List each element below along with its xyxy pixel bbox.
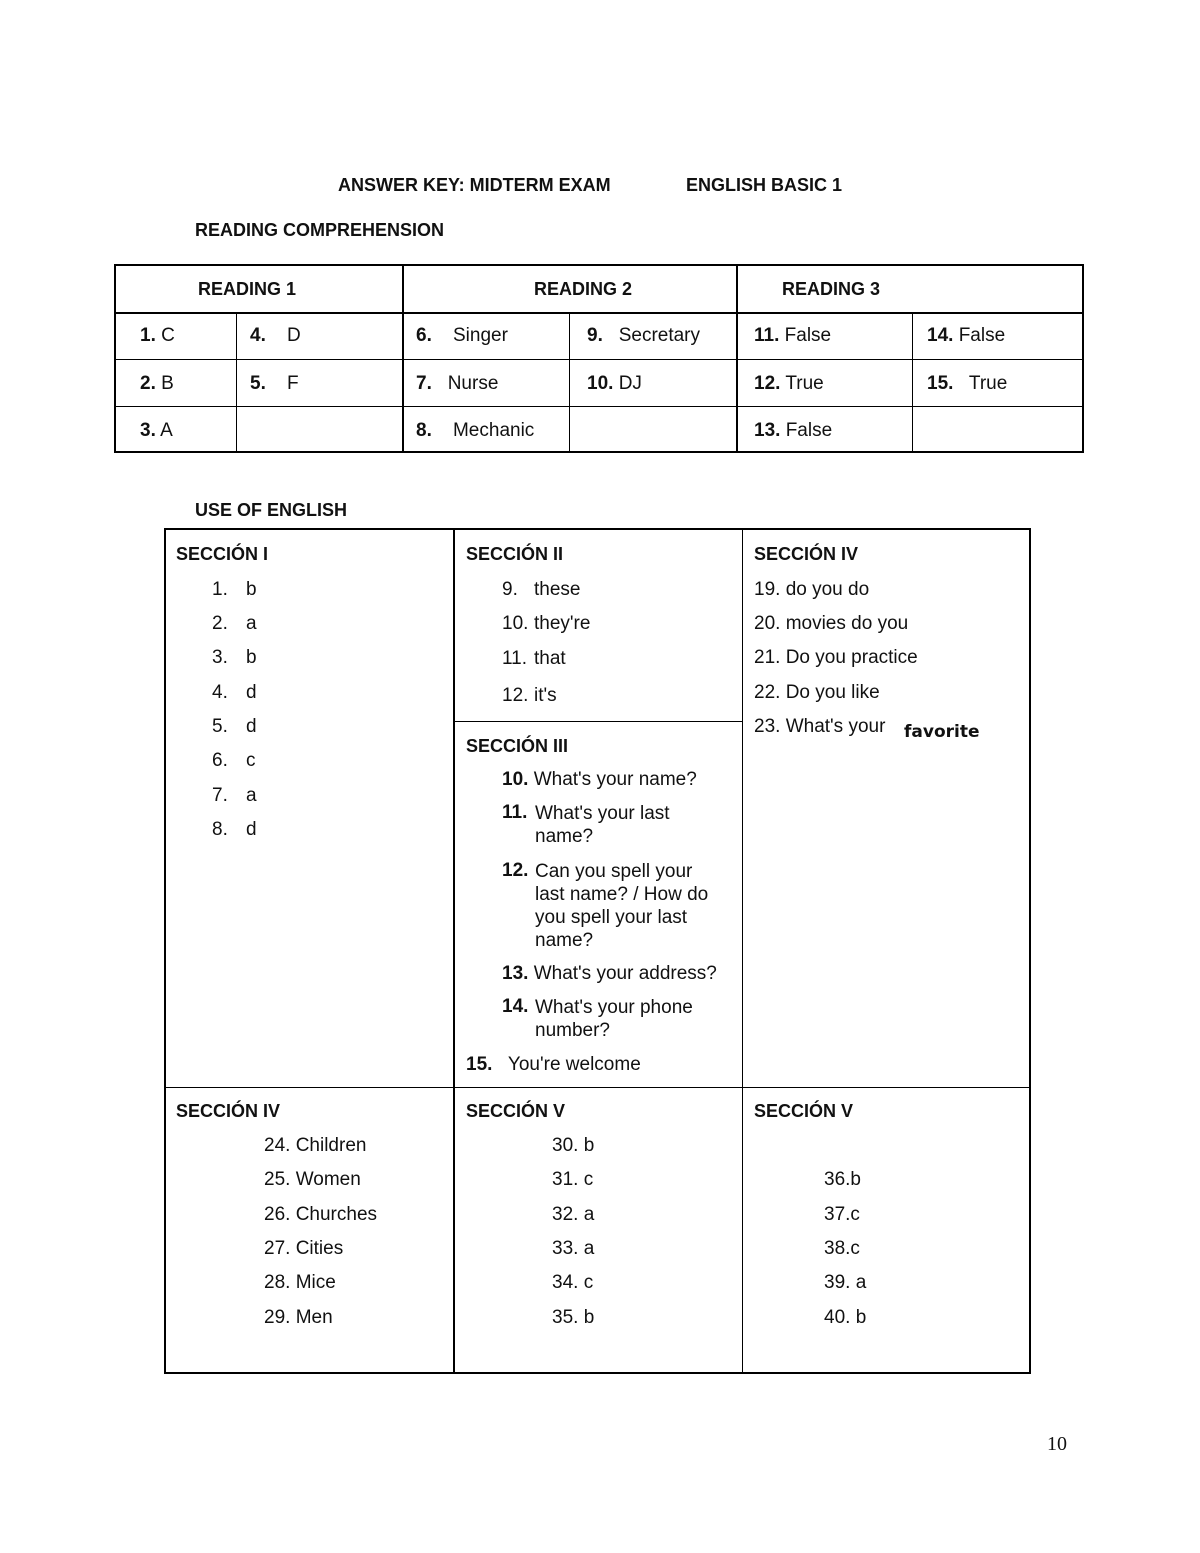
list-item: 40. b	[824, 1307, 867, 1328]
list-item: 24. Children	[264, 1135, 367, 1156]
list-item: 21. Do you practice	[754, 647, 918, 668]
answer-cell: 15. True	[927, 373, 1008, 394]
list-item: 34. c	[552, 1272, 594, 1293]
list-item: 23. What's your	[754, 716, 886, 737]
answer-cell: 1. C	[140, 325, 175, 346]
list-item: 39. a	[824, 1272, 867, 1293]
answer-cell: 5. F	[250, 373, 299, 394]
list-item: 4. d	[212, 682, 257, 703]
list-item: 38.c	[824, 1238, 860, 1259]
list-item: 7. a	[212, 785, 257, 806]
section-1-title: SECCIÓN I	[176, 544, 269, 564]
reading-3-header: READING 3	[782, 279, 881, 299]
use-of-english-table: SECCIÓN I 1. b 2. a 3. b 4. d 5. d 6. c 7. a 8. d SECCIÓN II 9. these 10. they're 11. that 12. it's SECCIÓN III 10. What's your name? 11. What's your last name? 12. Can you spell your last name? / How do you spell your last name? 13. What's your address? 14. What's your phone number? 15. You're welcome SECCIÓN IV 19. do you do 20. movies do you 21. Do you practice 22. Do you like 23. What's your favorite SECCIÓN IV 24. Children 25. Women 26. Churches 27. Cities 28. Mice 29. Men SECCIÓN V 30. b 31. c 32. a 33. a 34. c 35. b SECCIÓN V 36.b 37.c 38.c 39. a 40. b	[164, 528, 1031, 1374]
list-item: 25. Women	[264, 1169, 361, 1190]
list-item: 3. b	[212, 647, 257, 668]
list-item: 37.c	[824, 1204, 860, 1225]
answer-cell: 13. False	[754, 420, 833, 441]
answer-cell: 6. Singer	[416, 325, 508, 346]
list-item: 28. Mice	[264, 1272, 336, 1293]
answer-cell: 10. DJ	[587, 373, 642, 394]
answer-cell: 14. False	[927, 325, 1006, 346]
list-item: 2. a	[212, 613, 257, 634]
page-number: 10	[1047, 1433, 1067, 1455]
reading-comprehension-heading: READING COMPREHENSION	[195, 220, 445, 240]
list-item: 10. they're	[502, 613, 591, 634]
list-item: 30. b	[552, 1135, 595, 1156]
list-item: 31. c	[552, 1169, 594, 1190]
handwritten-answer: favorite	[904, 722, 980, 742]
answer-cell: 9. Secretary	[587, 325, 701, 346]
list-item: 22. Do you like	[754, 682, 880, 703]
answer-cell: 11. False	[754, 325, 832, 346]
section-4b-title: SECCIÓN IV	[176, 1101, 281, 1121]
list-item: 12. it's	[502, 685, 557, 706]
list-item: 1. b	[212, 579, 257, 600]
list-item: 11. that	[502, 648, 566, 669]
list-item: 32. a	[552, 1204, 595, 1225]
exam-title: ANSWER KEY: MIDTERM EXAM	[338, 175, 611, 195]
list-item: 6. c	[212, 750, 256, 771]
list-item: 20. movies do you	[754, 613, 909, 634]
list-item: 29. Men	[264, 1307, 333, 1328]
answer-cell: 7. Nurse	[416, 373, 499, 394]
list-item: 9. these	[502, 579, 581, 600]
list-item: 15. You're welcome	[466, 1054, 641, 1075]
section-5b-title: SECCIÓN V	[754, 1101, 854, 1121]
list-item: 5. d	[212, 716, 257, 737]
list-item: 35. b	[552, 1307, 595, 1328]
section-3-title: SECCIÓN III	[466, 736, 569, 756]
section-5a-title: SECCIÓN V	[466, 1101, 566, 1121]
answer-cell: 2. B	[140, 373, 174, 394]
list-item: 27. Cities	[264, 1238, 344, 1259]
answer-cell: 8. Mechanic	[416, 420, 535, 441]
list-item: 13. What's your address?	[502, 963, 717, 984]
list-item: 10. What's your name?	[502, 769, 697, 790]
list-item: 19. do you do	[754, 579, 870, 600]
answer-cell: 3. A	[140, 420, 173, 441]
section-4a-title: SECCIÓN IV	[754, 544, 859, 564]
course-title: ENGLISH BASIC 1	[686, 175, 843, 195]
answer-cell: 12. True	[754, 373, 824, 394]
reading-1-header: READING 1	[198, 279, 297, 299]
list-item: 26. Churches	[264, 1204, 378, 1225]
reading-table	[114, 264, 1084, 453]
list-item: 36.b	[824, 1169, 861, 1190]
list-item: 33. a	[552, 1238, 595, 1259]
use-of-english-heading: USE OF ENGLISH	[195, 500, 348, 520]
list-item: 8. d	[212, 819, 257, 840]
reading-2-header: READING 2	[534, 279, 633, 299]
section-2-title: SECCIÓN II	[466, 544, 564, 564]
answer-cell: 4. D	[250, 325, 301, 346]
